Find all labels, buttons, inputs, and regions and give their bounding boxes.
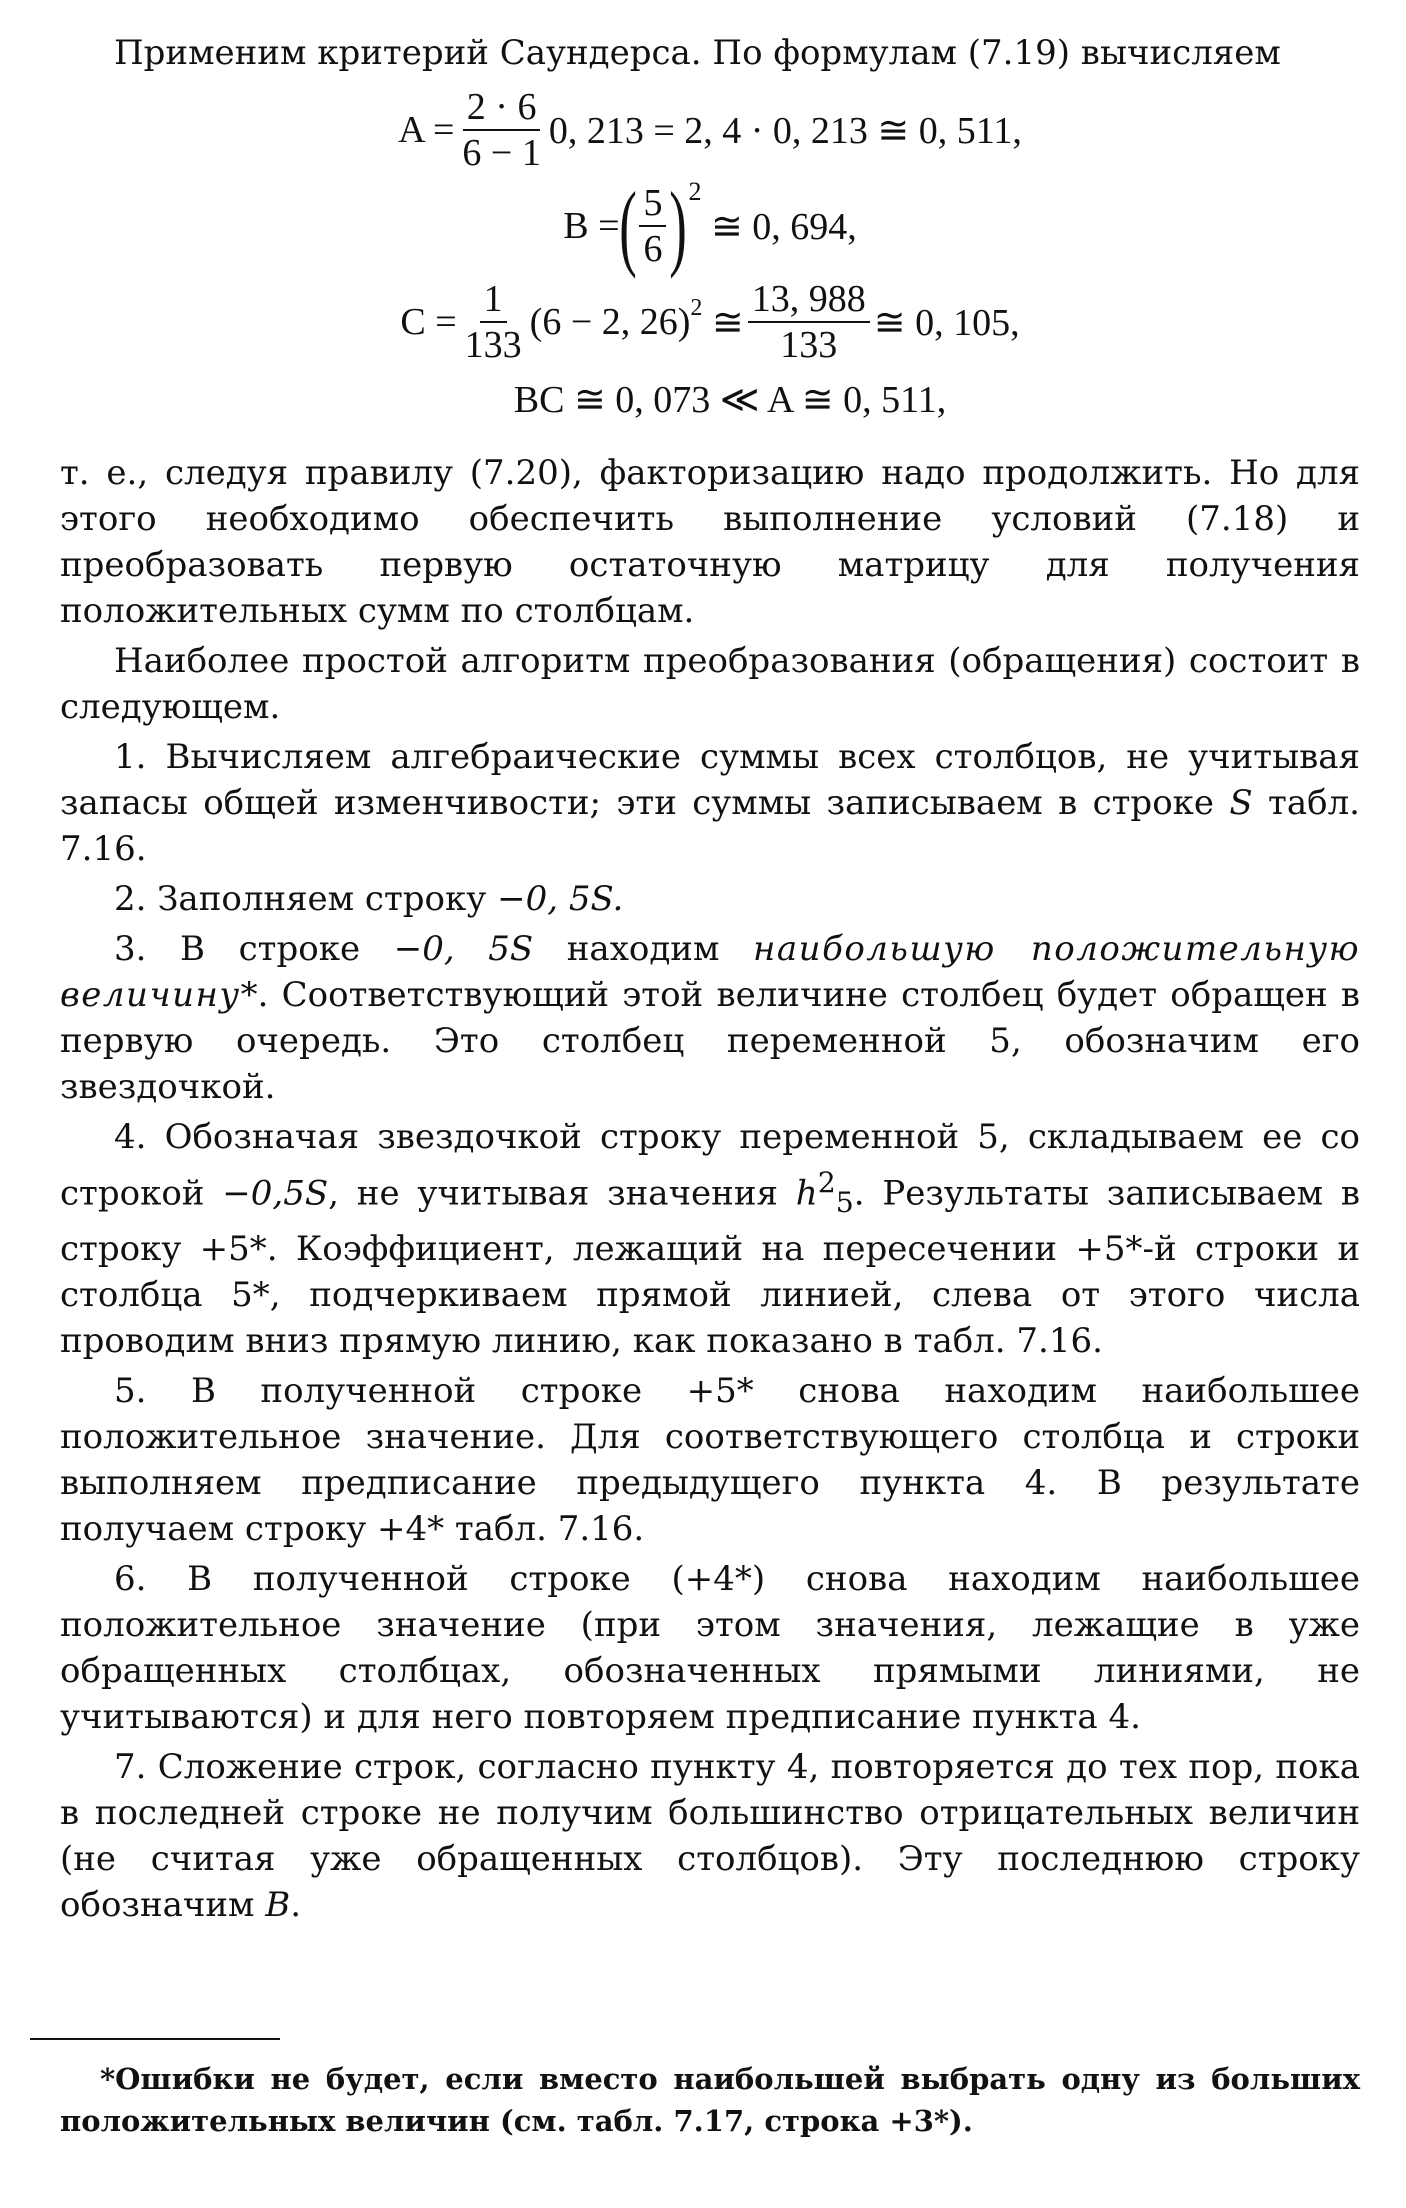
list-item-4 bbox=[60, 1114, 1360, 1364]
formula-a-numerator: 2 · 6 bbox=[463, 87, 541, 131]
list-item-3-mid: находим bbox=[566, 929, 720, 969]
list-item-1 bbox=[60, 734, 1360, 872]
formula-bc-text: BC ≅ 0, 073 ≪ A ≅ 0, 511, bbox=[513, 378, 947, 421]
formula-b bbox=[60, 172, 1360, 279]
formula-b-fraction bbox=[639, 183, 666, 269]
list-item-2-text: 2. Заполняем строку bbox=[114, 879, 487, 919]
formula-c-numerator-1: 1 bbox=[480, 279, 507, 323]
footnote: *Ошибки не будет, если вместо наибольшей выбрать одну из больших положительных величин (см. табл. 7.17, строка +3*). bbox=[60, 2062, 1360, 2138]
list-item-4-h-sub: 5 bbox=[835, 1186, 854, 1220]
list-item-5: 5. В полученной строке +5* снова находим наибольшее положительное значение. Для соответствующего столбца и строки выполняем предписание предыдущего пункта 4. В результате получаем строку +4* табл. 7.16. bbox=[60, 1371, 1360, 1550]
list-item-4-mid: , не учитывая значения bbox=[328, 1173, 778, 1214]
list-item-4-pre: 4. Обозначая звездочкой строку переменной 5, складываем ее со строкой bbox=[60, 1117, 1360, 1214]
formula-c-denominator-2: 133 bbox=[780, 324, 838, 366]
list-item-4-h-sup: 2 bbox=[817, 1166, 836, 1199]
formula-a-fraction bbox=[458, 87, 544, 173]
list-item-4-symbol: −0,5S bbox=[222, 1173, 329, 1214]
formula-c-approx: ≅ bbox=[711, 301, 744, 344]
formula-c-numerator-2: 13, 988 bbox=[748, 279, 870, 323]
list-item-7-text: 7. Сложение строк, согласно пункту 4, повторяется до тех пор, пока в последней строке не получим большинство отрицательных величин (не считая уже обращенных столбцов). Эту последнюю строку обозначим bbox=[60, 1747, 1360, 1926]
footnote-rule bbox=[30, 2038, 280, 2040]
list-item-3-emphasis: наибольшую положительную величину bbox=[60, 929, 1361, 1015]
paragraph-1: т. е., следуя правилу (7.20), факторизацию надо продолжить. Но для этого необходимо обеспечить выполнение условий (7.18) и преобразовать первую остаточную матрицу для получения положительных сумм по столбцам. bbox=[60, 453, 1360, 631]
formula-a bbox=[60, 82, 1360, 178]
list-item-4-post: . Результаты записываем в строку +5*. Коэффициент, лежащий на пересечении +5*-й строки и столбца 5*, подчеркиваем прямой линией, слева от этого числа проводим вниз прямую линию, как показано в табл. 7.16. bbox=[60, 1173, 1360, 1362]
formula-c-middle: (6 − 2, 26) bbox=[529, 301, 691, 343]
list-item-4-h: h bbox=[795, 1173, 818, 1214]
list-item-1-text: 1. Вычисляем алгебраические суммы всех столбцов, не учитывая запасы общей изменчивости; эти суммы записываем в строке bbox=[60, 737, 1360, 823]
paragraph-2: Наиболее простой алгоритм преобразования (обращения) состоит в следующем. bbox=[60, 641, 1360, 727]
list-item-7 bbox=[60, 1744, 1360, 1928]
list-item-6: 6. В полученной строке (+4*) снова находим наибольшее положительное значение (при этом значения, лежащие в уже обращенных столбцах, обозначенных прямыми линиями, не учитываются) и для него повторяем предписание пункта 4. bbox=[60, 1559, 1360, 1738]
formula-b-exponent: 2 bbox=[688, 177, 702, 206]
list-item-3 bbox=[60, 926, 1360, 1110]
formula-a-lhs: A = bbox=[398, 109, 455, 151]
formula-c-fraction-2 bbox=[748, 279, 870, 365]
formula-c-lhs: C = bbox=[400, 301, 457, 343]
list-item-3-symbol: −0, 5S bbox=[393, 929, 534, 969]
list-item-1-tail: табл. 7.16. bbox=[60, 783, 1360, 869]
formula-b-left-paren: ( bbox=[618, 172, 637, 279]
list-item-3-pre: 3. В строке bbox=[114, 929, 361, 969]
formula-a-rhs: 0, 213 = 2, 4 · 0, 213 ≅ 0, 511, bbox=[548, 109, 1022, 152]
formula-b-rhs: ≅ 0, 694, bbox=[710, 205, 857, 248]
formula-c-rhs: ≅ 0, 105, bbox=[873, 301, 1020, 344]
formula-a-denominator: 6 − 1 bbox=[462, 132, 541, 174]
formula-b-right-paren: ) bbox=[669, 172, 688, 279]
intro-line: Применим критерий Саундерса. По формулам (7.19) вычисляем bbox=[114, 33, 1281, 73]
formula-c-denominator-1: 133 bbox=[464, 324, 522, 366]
list-item-7-symbol: B bbox=[265, 1885, 291, 1926]
list-item-2-symbol: −0, 5S. bbox=[497, 879, 624, 919]
formula-c bbox=[60, 274, 1360, 370]
list-item-7-tail: . bbox=[290, 1885, 302, 1926]
list-item-3-post: *. Соответствующий этой величине столбец будет обращен в первую очередь. Это столбец переменной 5, обозначим его звездочкой. bbox=[60, 975, 1360, 1107]
list-item-1-symbol: S bbox=[1229, 783, 1253, 823]
formula-b-lhs: B = bbox=[563, 205, 620, 247]
formula-bc bbox=[60, 370, 1360, 428]
formula-c-exponent: 2 bbox=[690, 294, 703, 321]
list-item-2 bbox=[60, 876, 1360, 922]
formula-b-denominator: 6 bbox=[643, 228, 663, 270]
formula-block bbox=[60, 82, 1360, 428]
formula-b-numerator: 5 bbox=[639, 183, 666, 227]
formula-c-fraction-1 bbox=[461, 279, 526, 365]
page bbox=[60, 30, 1360, 1932]
